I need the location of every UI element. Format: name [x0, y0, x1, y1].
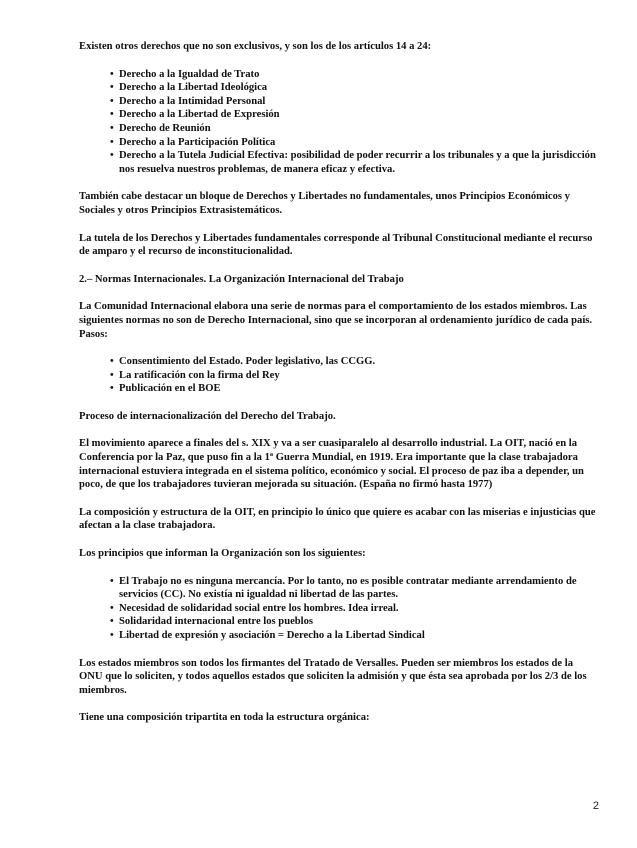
list-item: • Libertad de expresión y asociación = Derecho a la Libertad Sindical — [110, 629, 599, 643]
bullet-list — [79, 355, 599, 396]
list-item: • Necesidad de solidaridad social entre los hombres. Idea irreal. — [110, 602, 599, 616]
list-item: • Consentimiento del Estado. Poder legislativo, las CCGG. — [110, 355, 599, 369]
bullet-list — [79, 68, 599, 177]
list-item: • La ratificación con la firma del Rey — [110, 369, 599, 383]
paragraph: Tiene una composición tripartita en toda la estructura orgánica: — [79, 712, 370, 724]
list-item: • El Trabajo no es ninguna mercancía. Por lo tanto, no es posible contratar mediante arrendamiento de servicios (CC). No existía ni igualdad ni libertad de las partes. — [110, 575, 599, 602]
document-body — [79, 40, 599, 739]
paragraph: Proceso de internacionalización del Derecho del Trabajo. — [79, 410, 336, 422]
paragraph: También cabe destacar un bloque de Derechos y Libertades no fundamentales, unos Principios Económicos y Sociales y otros Principios Extrasistemáticos. — [79, 191, 570, 216]
paragraph: El movimiento aparece a finales del s. XIX y va a ser cuasiparalelo al desarrollo industrial. La OIT, nació en la Conferencia por la Paz, que puso fin a la 1ª Guerra Mundial, en 1919. Era importante que la clase trabajadora internacional estuviera integrada en el sistema político, económico y social. El proceso de paz iba a depender, un poco, de que los trabajadores tuvieran mejorada su situación. (España no firmó hasta 1977) — [79, 438, 584, 491]
list-item: • Solidaridad internacional entre los pueblos — [110, 615, 599, 629]
bullet-list — [79, 575, 599, 643]
list-item: • Derecho a la Intimidad Personal — [110, 95, 599, 109]
list-item: • Derecho de Reunión — [110, 122, 599, 136]
list-item: • Derecho a la Tutela Judicial Efectiva: posibilidad de poder recurrir a los tribunales y a que la jurisdicción nos resuelva nuestros problemas, de manera eficaz y efectiva. — [110, 149, 599, 176]
paragraph: Los estados miembros son todos los firmantes del Tratado de Versalles. Pueden ser miembros los estados de la ONU que lo soliciten, y todos aquellos estados que soliciten la admisión y que ésta sea aprobada por los 2/3 de los miembros. — [79, 657, 587, 696]
paragraph: 2.– Normas Internacionales. La Organización Internacional del Trabajo — [79, 273, 404, 285]
list-item: • Derecho a la Igualdad de Trato — [110, 68, 599, 82]
list-item: • Publicación en el BOE — [110, 382, 599, 396]
list-item: • Derecho a la Libertad de Expresión — [110, 108, 599, 122]
paragraph: Existen otros derechos que no son exclusivos, y son los de los artículos 14 a 24: — [79, 41, 432, 52]
list-item: • Derecho a la Libertad Ideológica — [110, 81, 599, 95]
paragraph: La Comunidad Internacional elabora una serie de normas para el comportamiento de los estados miembros. Las siguientes normas no son de Derecho Internacional, sino que se incorporan al ordenamiento jurídico de cada país. Pasos: — [79, 301, 593, 340]
page-number: 2 — [592, 800, 599, 812]
paragraph: La composición y estructura de la OIT, en principio lo único que quiere es acabar con las miserias e injusticias que afectan a la clase trabajadora. — [79, 506, 596, 532]
list-item: • Derecho a la Participación Política — [110, 136, 599, 150]
paragraph: Los principios que informan la Organización son los siguientes: — [79, 548, 366, 560]
paragraph: La tutela de los Derechos y Libertades fundamentales corresponde al Tribunal Constitucional mediante el recurso de amparo y el recurso de inconstitucionalidad. — [79, 232, 593, 258]
